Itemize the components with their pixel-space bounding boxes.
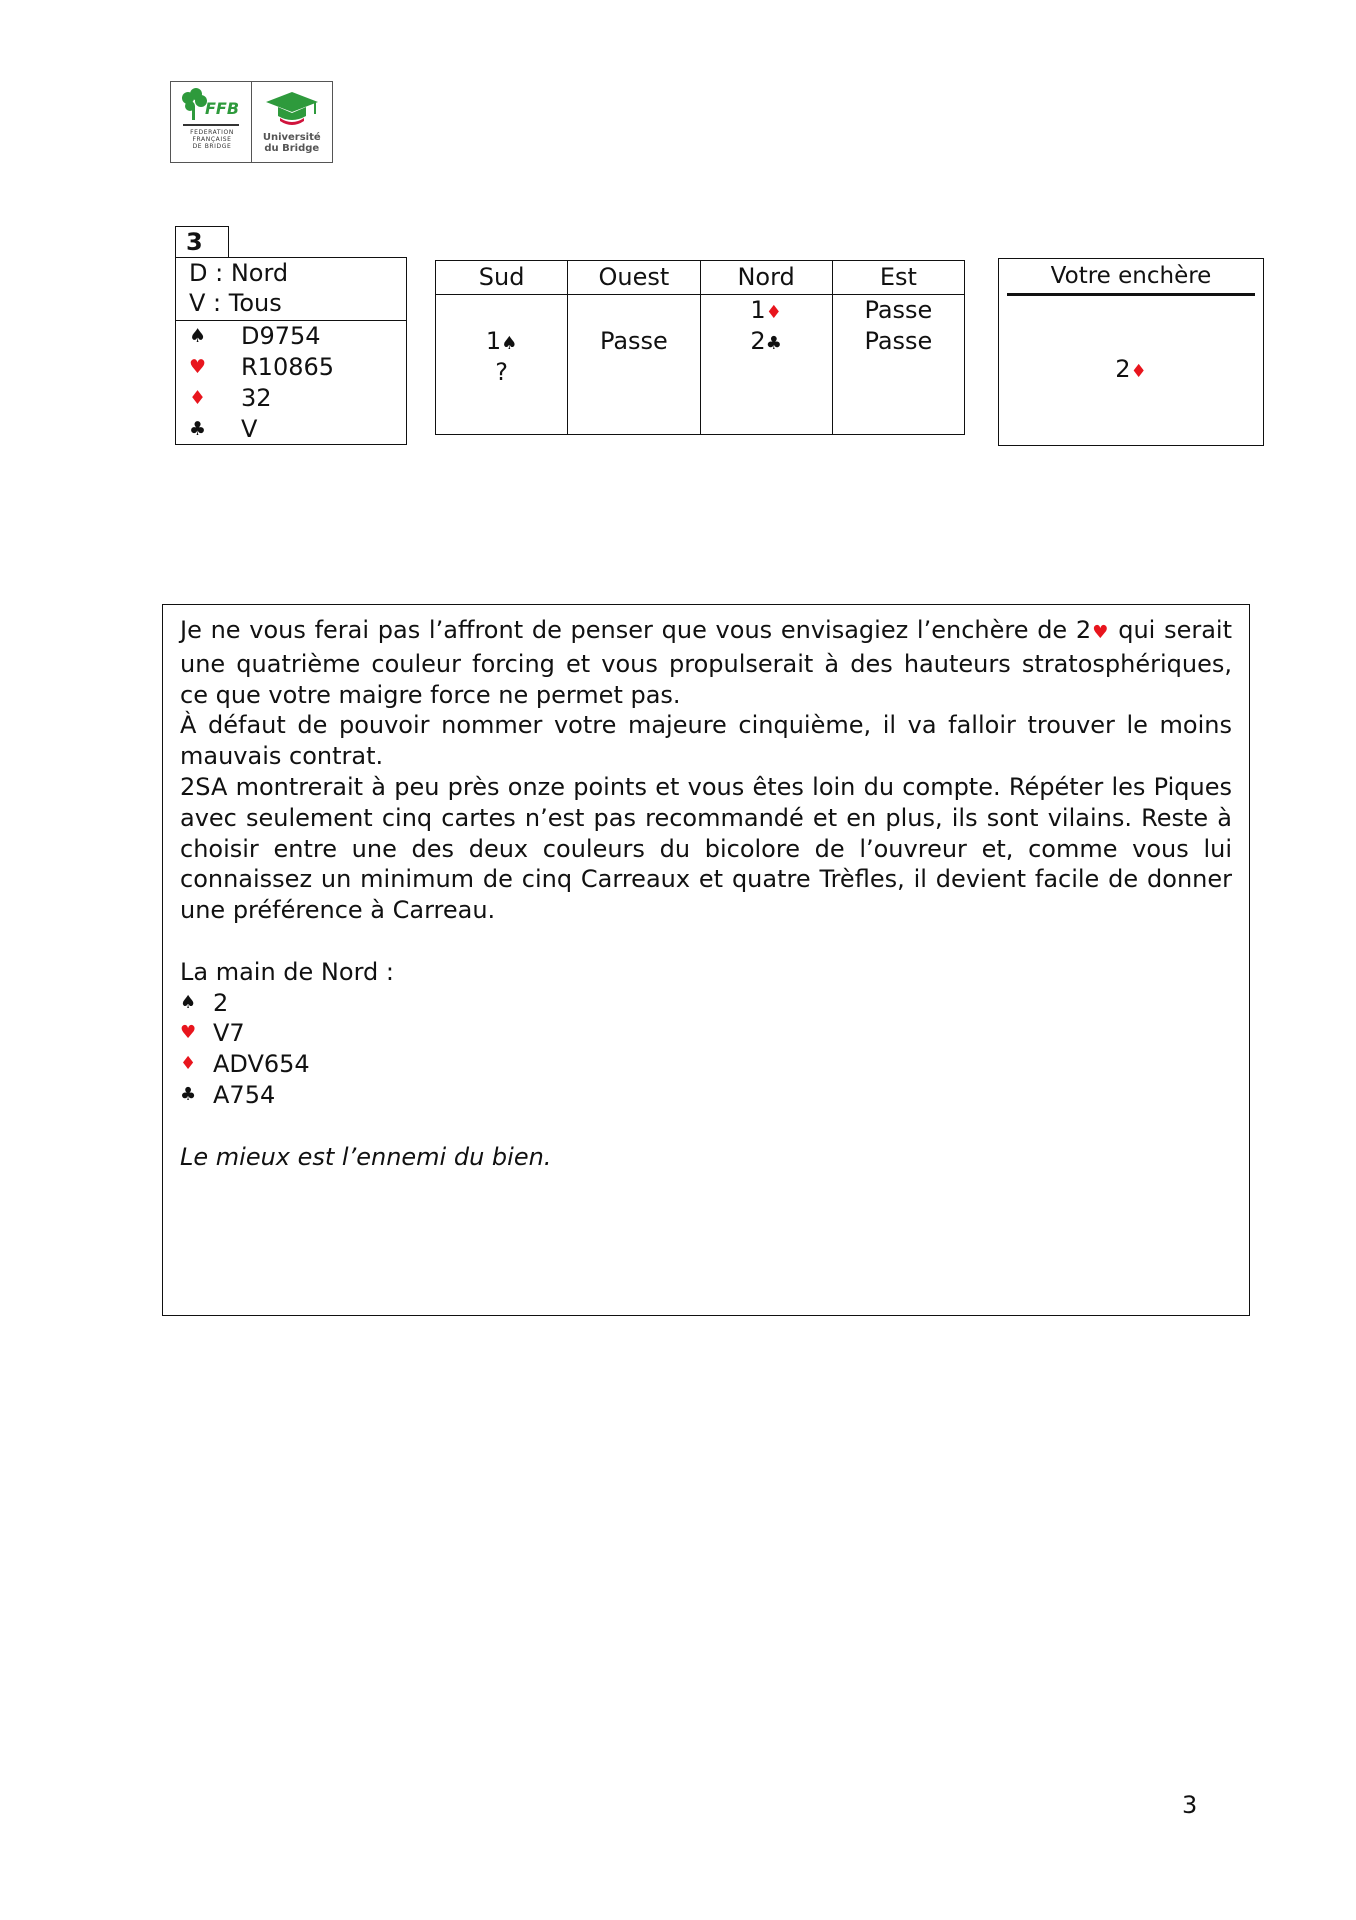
diamond-icon: ♦: [180, 1053, 197, 1075]
bid-cell: [701, 326, 832, 357]
north-club-cards: A754: [213, 1080, 276, 1109]
commentary-paragraph-1: Je ne vous ferai pas l’affront de penser que vous envisagiez l’enchère de 2♥ qui serait une quatrième couleur forcing et vous propulserait à des hauteurs stratosphériques, ce que votre maigre force ne permet pas.: [180, 616, 1232, 709]
ffb-tree-icon: [179, 88, 243, 122]
club-icon: ♣: [189, 418, 207, 440]
ffb-caption-line: FRANÇAISE: [192, 136, 232, 143]
spade-cards: D9754: [241, 322, 321, 350]
bid-column-nord: [701, 261, 833, 434]
hand-row-clubs: [176, 414, 406, 445]
bid-cell: [436, 357, 567, 388]
answer-level: 2: [1115, 355, 1131, 383]
column-header: Sud: [436, 261, 567, 295]
vulnerability-label: V : Tous: [189, 289, 282, 317]
north-diamond-cards: ADV654: [213, 1050, 310, 1079]
bidding-table: [435, 260, 965, 435]
diamond-cards: 32: [241, 384, 272, 412]
heart-icon: ♥: [189, 356, 207, 378]
commentary-box: [162, 604, 1250, 1316]
bid-cell: [701, 295, 832, 326]
bid-pass: Passe: [599, 327, 668, 355]
ub-caption-line: du Bridge: [264, 143, 320, 154]
graduation-cap-icon: [262, 90, 322, 128]
ub-caption-line: Université: [262, 132, 321, 143]
north-hand-spades: [180, 988, 1232, 1019]
bid-column-ouest: [568, 261, 700, 434]
hand-row-hearts: [176, 352, 406, 383]
deal-number: 3: [175, 226, 229, 258]
north-hand-title: La main de Nord :: [180, 957, 394, 986]
commentary-paragraph-2: À défaut de pouvoir nommer votre majeure cinquième, il va falloir trouver le moins mauvais contrat.: [180, 711, 1232, 771]
page-number: 3: [1182, 1791, 1198, 1819]
universite-logo: [252, 82, 333, 162]
north-hand-clubs: [180, 1080, 1232, 1111]
ffb-caption-line: DE BRIDGE: [192, 143, 232, 150]
bid-cell: [833, 357, 964, 388]
spade-icon: ♠: [180, 991, 197, 1013]
bid-pass: Passe: [864, 327, 933, 355]
diamond-icon: ♦: [765, 302, 782, 323]
ffb-divider: [183, 124, 239, 126]
commentary-paragraph-3: 2SA montrerait à peu près onze points et vous êtes loin du compte. Répéter les Piques avec seulement cinq cartes n’est pas recommandé et en plus, ils sont vilains. Reste à choisir entre une des deux couleurs du bicolore de l’ouvreur et, comme vous lui connaissez un minimum de cinq Carreaux et quatre Trèfles, il devient facile de donner une préférence à Carreau.: [180, 772, 1232, 925]
logo: [170, 81, 333, 163]
bid-column-est: [833, 261, 964, 434]
diamond-icon: ♦: [189, 387, 207, 409]
ffb-caption-line: FEDERATION: [190, 129, 234, 136]
column-header: Est: [833, 261, 964, 295]
bid-pass: Passe: [864, 296, 933, 324]
bid-level: 1: [750, 296, 766, 324]
bid-cell: [833, 326, 964, 357]
bid-cell: [568, 326, 699, 357]
ffb-mark-text: FFB: [205, 99, 240, 118]
bid-cell: [568, 295, 699, 326]
hand-row-diamonds: [176, 383, 406, 414]
column-header: Nord: [701, 261, 832, 295]
heart-cards: R10865: [241, 353, 335, 381]
deal-info: [176, 258, 406, 321]
moral-line: Le mieux est l’ennemi du bien.: [180, 1142, 552, 1171]
bid-column-sud: [436, 261, 568, 434]
bid-level: 2: [750, 327, 766, 355]
answer-bid: [999, 354, 1263, 387]
hand-row-spades: [176, 321, 406, 352]
bid-question: ?: [495, 358, 508, 386]
bid-cell: [436, 295, 567, 326]
club-icon: ♣: [765, 333, 782, 354]
answer-rule: [1007, 293, 1255, 296]
north-hand-hearts: [180, 1018, 1232, 1049]
bid-cell: [568, 357, 699, 388]
north-hand-diamonds: [180, 1049, 1232, 1080]
answer-box: [998, 258, 1264, 446]
diamond-icon: ♦: [1130, 361, 1147, 382]
bid-level: 1: [485, 327, 502, 355]
club-cards: V: [241, 415, 258, 443]
south-hand-box: [175, 257, 407, 445]
spade-icon: ♠: [501, 333, 518, 354]
dealer-label: D : Nord: [189, 259, 289, 287]
ffb-caption: [177, 129, 247, 150]
bid-cell: [701, 357, 832, 388]
universite-caption: [252, 132, 333, 154]
bid-cell: [833, 295, 964, 326]
north-heart-cards: V7: [213, 1019, 245, 1048]
answer-title: Votre enchère: [1050, 263, 1212, 289]
heart-icon: ♥: [180, 1022, 197, 1044]
north-spade-cards: 2: [213, 988, 229, 1017]
column-header: Ouest: [568, 261, 699, 295]
heart-icon: ♥: [1091, 622, 1110, 643]
ffb-logo: [171, 82, 252, 162]
bid-cell: [436, 326, 567, 357]
spade-icon: ♠: [189, 325, 207, 347]
club-icon: ♣: [180, 1083, 197, 1105]
